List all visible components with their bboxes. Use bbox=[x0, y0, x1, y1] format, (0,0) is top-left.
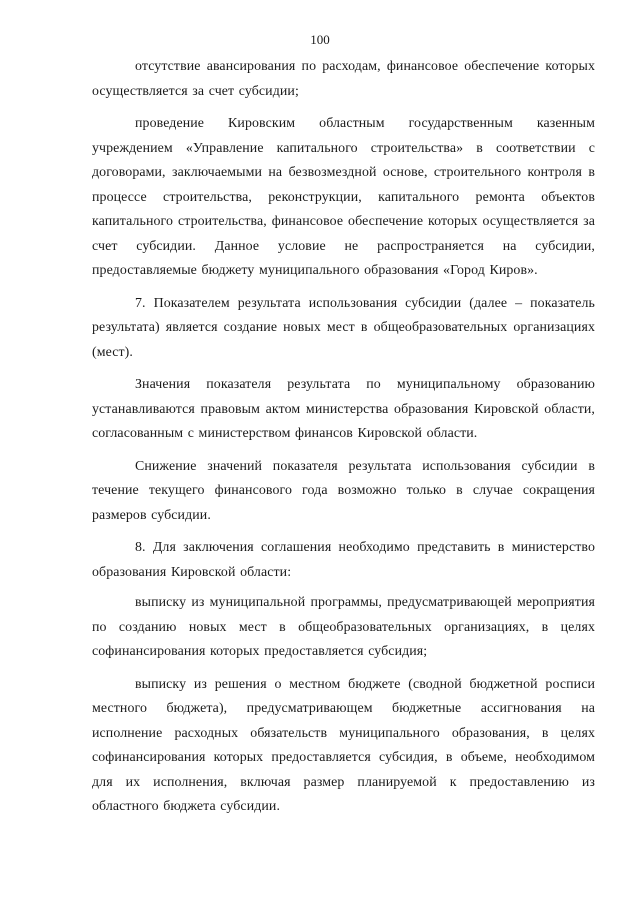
paragraph-indicator-values: Значения показателя результата по муниципальному образованию устанавливаются правовым актом министерства образования Кировской области, согласованным с министерством финансов Кировской области. bbox=[92, 377, 595, 441]
paragraph-budget-extract: выписку из решения о местном бюджете (сводной бюджетной росписи местного бюджета), предусматривающем бюджетные ассигнования на исполнение расходных обязательств муниципального образования, в целях софинансирования которых предоставляется субсидия, в объеме, необходимом для их исполнения, включая размер планируемой к предоставлению из областного бюджета субсидии. bbox=[92, 676, 595, 814]
paragraph-indicator-reduction: Снижение значений показателя результата использования субсидии в течение текущего финансового года возможно только в случае сокращения размеров субсидии. bbox=[92, 458, 595, 523]
paragraph-program-extract: выписку из муниципальной программы, предусматривающей мероприятия по созданию новых мест в общеобразовательных организациях, в целях софинансирования которых предоставляется субсидия; bbox=[92, 595, 595, 659]
paragraph-no-advance-payment: отсутствие авансирования по расходам, финансовое обеспечение которых осуществляется за счет субсидии; bbox=[92, 59, 595, 99]
paragraph-construction-control: проведение Кировским областным государственным казенным учреждением «Управление капитального строительства» в соответствии с договорами, заключаемыми на безвозмездной основе, строительного контроля в процессе строительства, реконструкции, капитального ремонта объектов капитального строительства, финансовое обеспечение которых осуществляется за счет субсидии. Данное условие не распространяется на субсидии, предоставляемые бюджету муниципального образования «Город Киров». bbox=[92, 116, 595, 278]
paragraph-result-indicator: 7. Показателем результата использования субсидии (далее – показатель результата) является создание новых мест в общеобразовательных организациях (мест). bbox=[92, 295, 595, 360]
document-body bbox=[92, 55, 595, 828]
paragraph-agreement-requirements: 8. Для заключения соглашения необходимо представить в министерство образования Кировской области: bbox=[92, 540, 595, 580]
page-number: 100 bbox=[310, 32, 330, 47]
